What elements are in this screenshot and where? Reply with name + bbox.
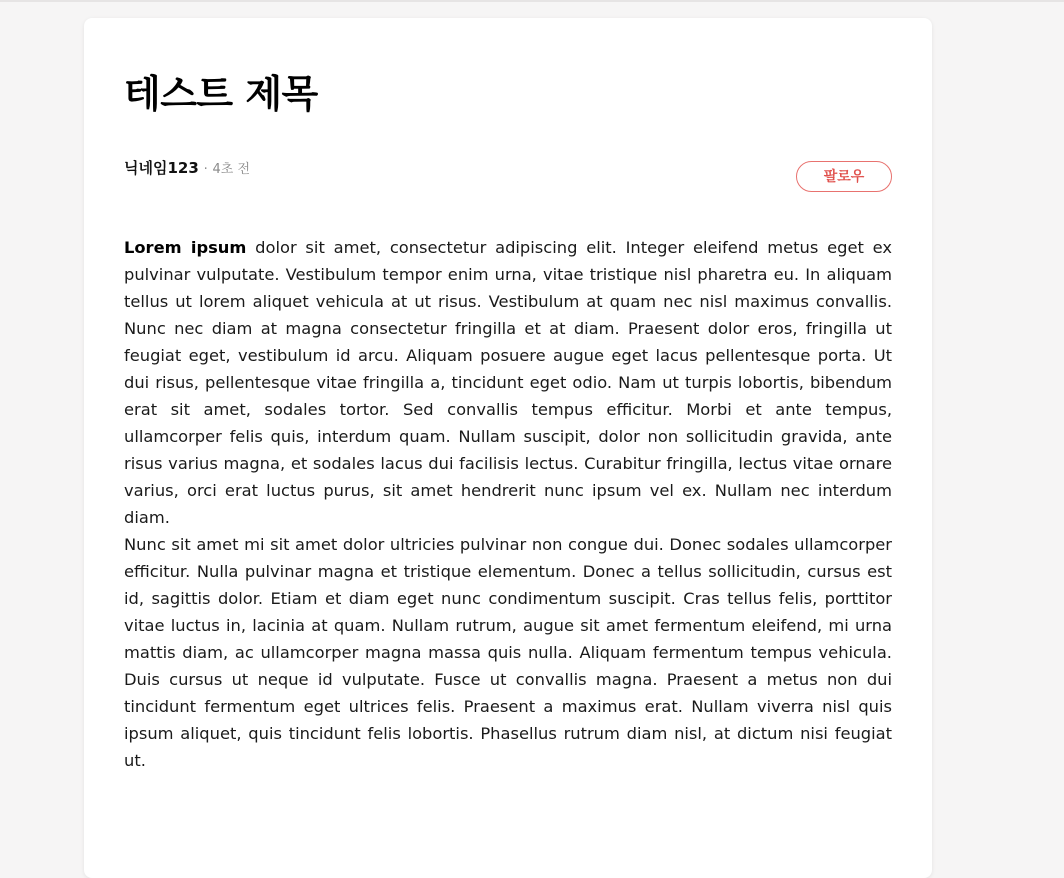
meta-separator: ·: [203, 162, 208, 177]
body-paragraph-2: Nunc sit amet mi sit amet dolor ultricies pulvinar non congue dui. Donec sodales ullamcorper efficitur. Nulla pulvinar magna et tristique elementum. Donec a tellus sollicitudin, cursus est id, sagittis dolor. Etiam et diam eget nunc condimentum suscipit. Cras tellus felis, porttitor vitae luctus in, lacinia at quam. Nullam rutrum, augue sit amet fermentum eleifend, mi urna mattis diam, ac ullamcorper magna massa quis nulla. Aliquam fermentum tempus vehicula. Duis cursus ut neque id vulputate. Fusce ut convallis magna. Praesent a metus non dui tincidunt fermentum eget ultrices felis. Praesent a maximus erat. Nullam viverra nisl quis ipsum aliquet, quis tincidunt felis lobortis. Phasellus rutrum diam nisl, at dictum nisi feugiat ut.: [124, 535, 892, 770]
author-nickname[interactable]: 닉네임123: [124, 159, 199, 177]
post-card: [84, 18, 932, 878]
body-lead-bold: Lorem ipsum: [124, 238, 247, 257]
post-meta: [124, 158, 250, 180]
post-body: [124, 234, 892, 774]
post-title: 테스트 제목: [124, 72, 318, 116]
post-time: 4초 전: [212, 162, 251, 177]
top-divider: [0, 0, 1064, 2]
follow-button[interactable]: 팔로우: [796, 161, 892, 192]
body-paragraph-1: [124, 234, 892, 531]
body-paragraph-1-text: dolor sit amet, consectetur adipiscing elit. Integer eleifend metus eget ex pulvinar vulputate. Vestibulum tempor enim urna, vitae tristique nisl pharetra eu. In aliquam tellus ut lorem aliquet vehicula at ut risus. Vestibulum at quam nec nisl maximus convallis. Nunc nec diam at magna consectetur fringilla et at diam. Praesent dolor eros, fringilla ut feugiat eget, vestibulum id arcu. Aliquam posuere augue eget lacus pellentesque porta. Ut dui risus, pellentesque vitae fringilla a, tincidunt eget odio. Nam ut turpis lobortis, bibendum erat sit amet, sodales tortor. Sed convallis tempus efficitur. Morbi et ante tempus, ullamcorper felis quis, interdum quam. Nullam suscipit, dolor non sollicitudin gravida, ante risus varius magna, et sodales lacus dui facilisis lectus. Curabitur fringilla, lectus vitae ornare varius, orci erat luctus purus, sit amet hendrerit nunc ipsum vel ex. Nullam nec interdum diam.: [124, 238, 893, 527]
